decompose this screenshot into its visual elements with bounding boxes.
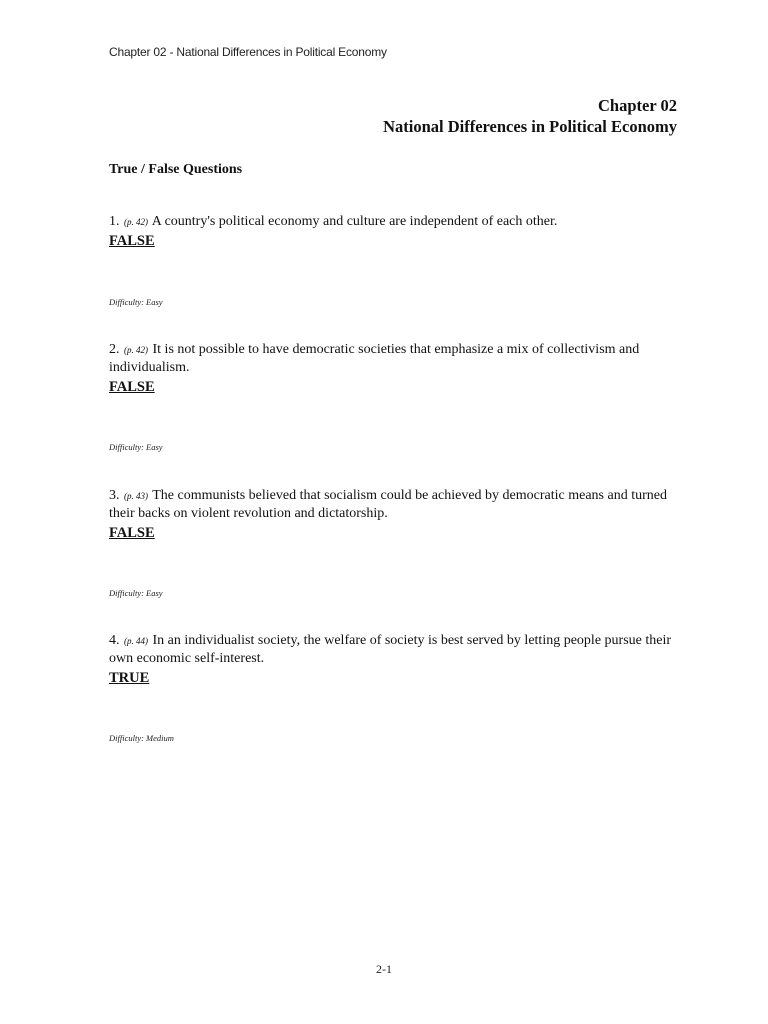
page-reference: (p. 44) xyxy=(124,636,148,646)
page-reference: (p. 43) xyxy=(124,491,148,501)
question-stem xyxy=(109,341,689,377)
question-item xyxy=(109,632,689,687)
question-text: In an individualist society, the welfare of society is best served by letting people pursue their own economic self-interest. xyxy=(109,633,672,666)
chapter-title-block xyxy=(383,95,677,137)
running-header: Chapter 02 - National Differences in Political Economy xyxy=(109,45,387,59)
section-heading: True / False Questions xyxy=(109,162,243,177)
question-number: 3. xyxy=(109,488,120,503)
question-stem xyxy=(109,632,689,668)
question-number: 4. xyxy=(109,633,120,648)
question-item xyxy=(109,487,689,542)
answer-label: FALSE xyxy=(109,379,155,395)
question-stem xyxy=(109,213,689,231)
chapter-number: Chapter 02 xyxy=(598,96,677,115)
page-reference: (p. 42) xyxy=(124,345,148,355)
page-number: 2-1 xyxy=(376,962,392,976)
question-number: 2. xyxy=(109,342,120,357)
page-reference: (p. 42) xyxy=(124,217,148,227)
question-text: The communists believed that socialism could be achieved by democratic means and turned their backs on violent revolution and dictatorship. xyxy=(109,488,667,521)
difficulty-label: Difficulty: Easy xyxy=(109,588,163,598)
answer-label: TRUE xyxy=(109,670,150,686)
chapter-title: National Differences in Political Economy xyxy=(383,117,677,136)
difficulty-label: Difficulty: Easy xyxy=(109,297,163,307)
question-item xyxy=(109,213,689,250)
answer-label: FALSE xyxy=(109,233,155,249)
answer-label: FALSE xyxy=(109,525,155,541)
difficulty-label: Difficulty: Medium xyxy=(109,733,174,743)
question-number: 1. xyxy=(109,214,120,229)
question-item xyxy=(109,341,689,396)
difficulty-label: Difficulty: Easy xyxy=(109,442,163,452)
question-text: A country's political economy and culture are independent of each other. xyxy=(151,214,558,229)
question-text: It is not possible to have democratic societies that emphasize a mix of collectivism and individualism. xyxy=(109,342,640,375)
question-stem xyxy=(109,487,689,523)
